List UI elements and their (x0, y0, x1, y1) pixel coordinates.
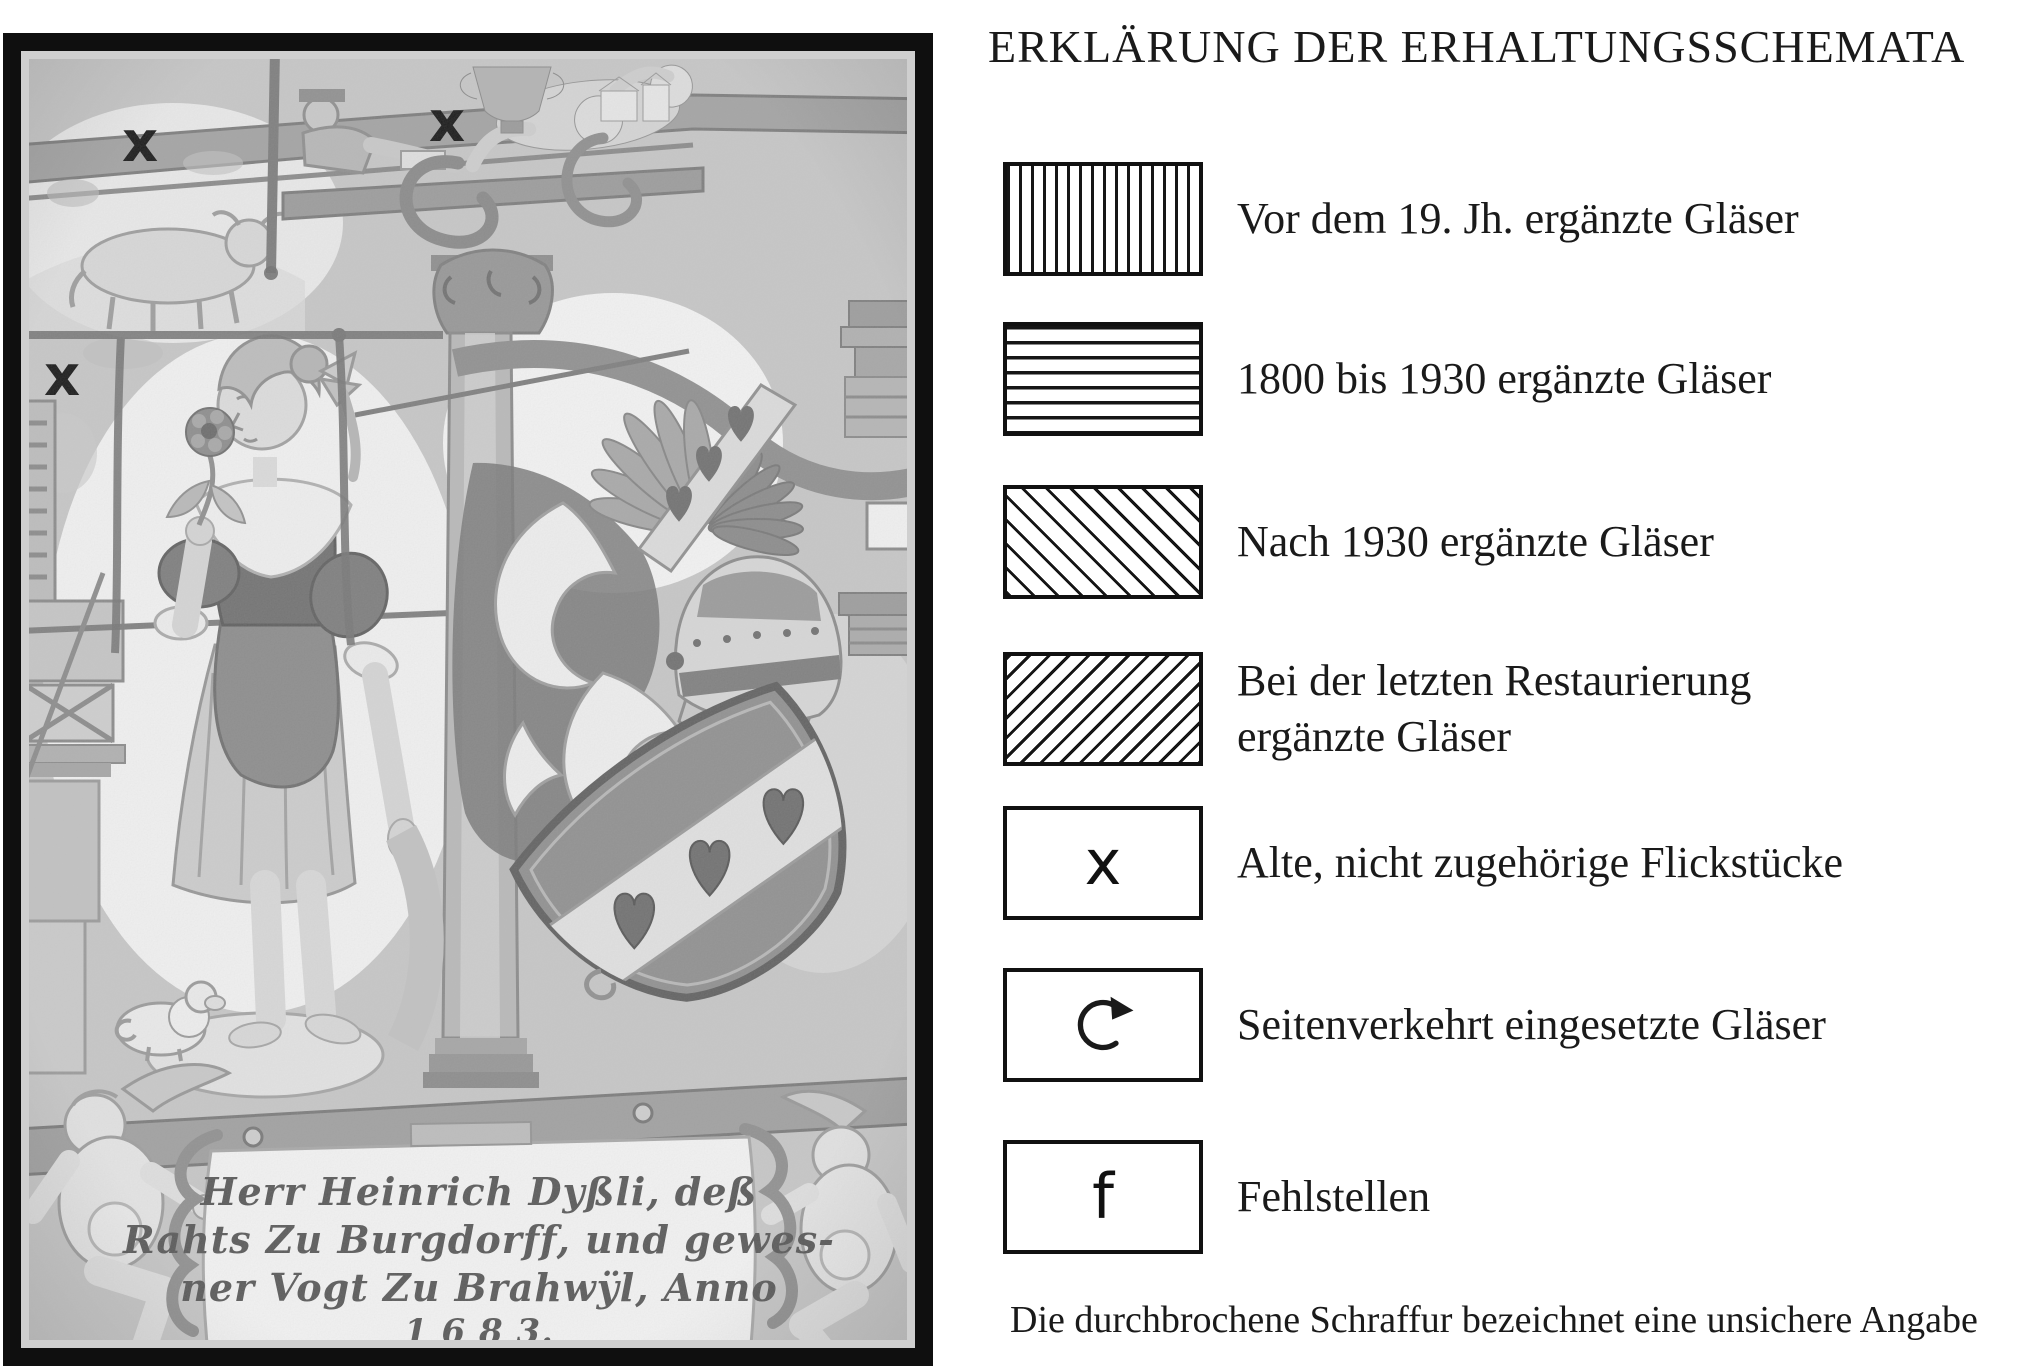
legend-label-line: ergänzte Gläser (1237, 712, 1512, 761)
rotate-clockwise-icon (1071, 993, 1135, 1057)
legend-item-label: Alte, nicht zugehörige Flickstücke (1237, 837, 1844, 887)
diagonal-hatching-backslash-swatch-icon (1003, 485, 1203, 599)
f-symbol-swatch (1003, 1140, 1203, 1254)
legend-footnote: Die durchbrochene Schraffur bezeichnet eine unsichere Angabe (1010, 1299, 1978, 1341)
legend-item-label (1237, 653, 1751, 766)
page-title: ERKLÄRUNG DER ERHALTUNGSSCHEMATA (988, 21, 1966, 72)
legend-item-pre-19th-century (1003, 162, 1799, 276)
stained-glass-photo (3, 33, 933, 1366)
x-symbol-swatch (1003, 806, 1203, 920)
legend-item-missing-pieces (1003, 1140, 1430, 1254)
rotate-symbol-swatch (1003, 968, 1203, 1082)
legend-item-label: Seitenverkehrt eingesetzte Gläser (1237, 999, 1826, 1049)
x-mark-icon: x (1084, 826, 1122, 899)
legend-item-after-1930 (1003, 485, 1714, 599)
stained-glass-panel-art (3, 33, 933, 1366)
horizontal-hatching-swatch-icon (1003, 322, 1203, 436)
vertical-hatching-swatch-icon (1003, 162, 1203, 276)
legend-item-old-patches (1003, 806, 1843, 920)
photo-vignette (3, 33, 933, 1366)
legend-item-1800-1930 (1003, 322, 1771, 436)
legend-item-label: Vor dem 19. Jh. ergänzte Gläser (1237, 193, 1799, 243)
legend-item-last-restoration (1003, 652, 1751, 766)
legend-item-label: Fehlstellen (1237, 1171, 1431, 1221)
legend-item-label: Nach 1930 ergänzte Gläser (1237, 516, 1714, 566)
legend-item-label: 1800 bis 1930 ergänzte Gläser (1237, 353, 1772, 403)
legend-item-reversed-glass (1003, 968, 1826, 1082)
legend-label-line: Bei der letzten Restaurierung (1237, 655, 1752, 705)
f-mark-icon: f (1092, 1160, 1114, 1233)
diagonal-hatching-slash-swatch-icon (1003, 652, 1203, 766)
